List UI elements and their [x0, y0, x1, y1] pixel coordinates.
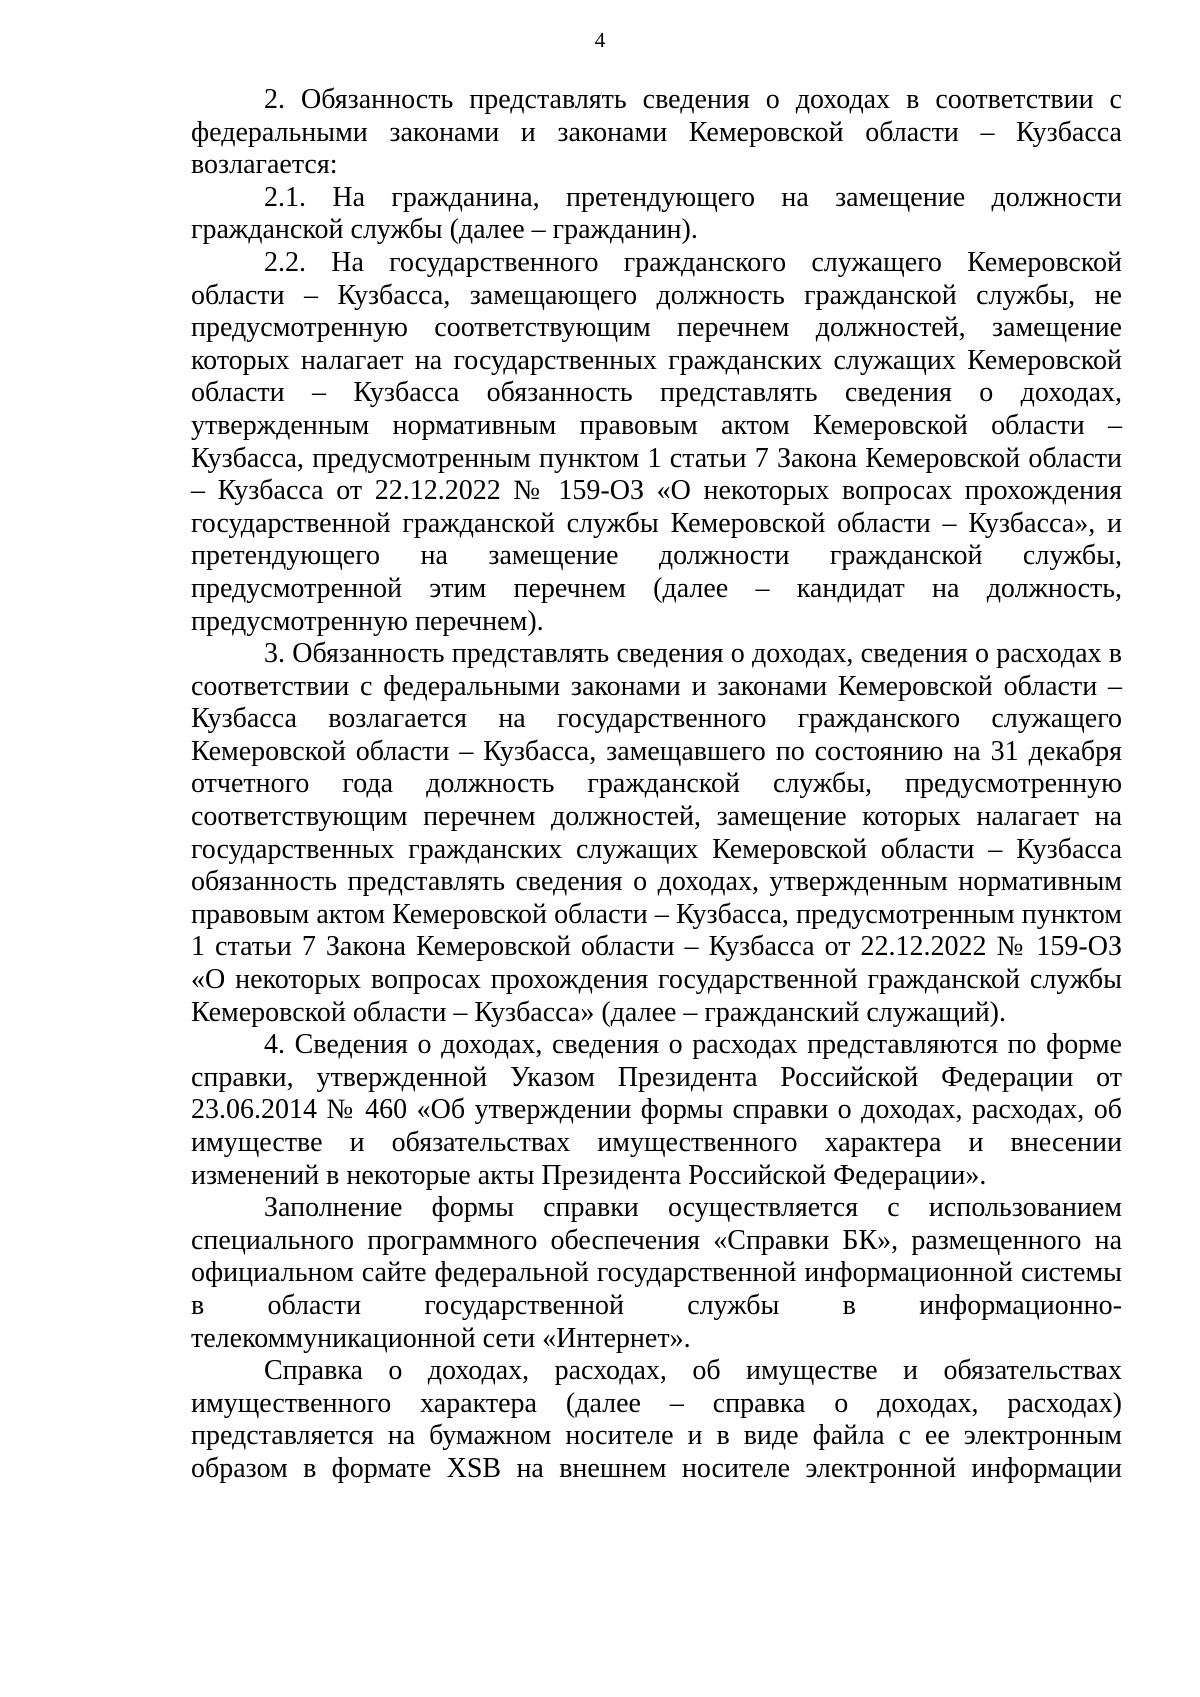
paragraph-4: 4. Сведения о доходах, сведения о расходах представляются по форме справки, утвержденной Указом Президента Российской Федерации от 23.06.2014 № 460 «Об утверждении формы справки о доходах, расходах, об имуществе и обязательствах имущественного характера и внесении изменений в некоторые акты Президента Российской Федерации».	[191, 1029, 1122, 1191]
paragraph-2-1: 2.1. На гражданина, претендующего на замещение должности гражданской службы (далее – гражданин).	[191, 181, 1122, 246]
paragraph-2: 2. Обязанность представлять сведения о доходах в соответствии с федеральными законами и законами Кемеровской области – Кузбасса возлагается:	[191, 84, 1122, 181]
page-number: 4	[594, 28, 606, 52]
paragraph-3: 3. Обязанность представлять сведения о доходах, сведения о расходах в соответствии с федеральными законами и законами Кемеровской области – Кузбасса возлагается на государственного гражданского служащего Кемеровской области – Кузбасса, замещавшего по состоянию на 31 декабря отчетного года должность гражданской службы, предусмотренную соответствующим перечнем должностей, замещение которых налагает на государственных гражданских служащих Кемеровской области – Кузбасса обязанность представлять сведения о доходах, утвержденным нормативным правовым актом Кемеровской области – Кузбасса, предусмотренным пунктом 1 статьи 7 Закона Кемеровской области – Кузбасса от 22.12.2022 № 159-ОЗ «О некоторых вопросах прохождения государственной гражданской службы Кемеровской области – Кузбасса» (далее – гражданский служащий).	[191, 638, 1122, 1028]
document-body	[191, 84, 1122, 1486]
paragraph-2-2: 2.2. На государственного гражданского служащего Кемеровской области – Кузбасса, замещающего должность гражданской службы, не предусмотренную соответствующим перечнем должностей, замещение которых налагает на государственных гражданских служащих Кемеровской области – Кузбасса обязанность представлять сведения о доходах, утвержденным нормативным правовым актом Кемеровской области – Кузбасса, предусмотренным пунктом 1 статьи 7 Закона Кемеровской области – Кузбасса от 22.12.2022 № 159-ОЗ «О некоторых вопросах прохождения государственной гражданской службы Кемеровской области – Кузбасса», и претендующего на замещение должности гражданской службы, предусмотренной этим перечнем (далее – кандидат на должность, предусмотренную перечнем).	[191, 246, 1122, 637]
paragraph-form-filling: Заполнение формы справки осуществляется с использованием специального программного обеспечения «Справки БК», размещенного на официальном сайте федеральной государственной информационной системы в области государственной службы в информационно-телекоммуникационной сети «Интернет».	[191, 1192, 1122, 1354]
paragraph-certificate: Справка о доходах, расходах, об имуществе и обязательствах имущественного характера (далее – справка о доходах, расходах) представляется на бумажном носителе и в виде файла с ее электронным образом в формате XSB на внешнем носителе электронной информации	[191, 1355, 1122, 1484]
